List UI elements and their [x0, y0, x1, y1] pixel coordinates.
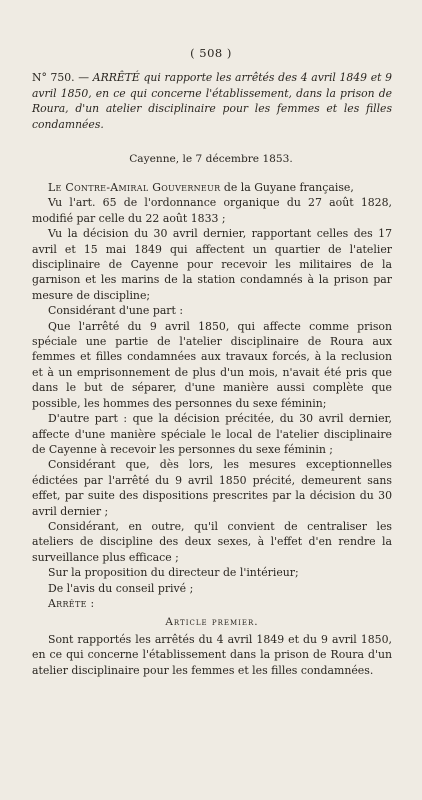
- dateline: Cayenne, le 7 décembre 1853.: [129, 153, 293, 165]
- decree-number: N° 750. —: [32, 71, 93, 84]
- paragraph-considerant-2: Considérant que, dès lors, les mesures exceptionnelles édictées par l'arrêté du 9 avril 1850 précité, demeurent sans effet, par suite des dispositions prescrites par la décision du 30 avril dernier ;: [32, 458, 392, 518]
- paragraph-preamble: [32, 180, 392, 195]
- paragraph-considerant-3: Considérant, en outre, qu'il convient de centraliser les ateliers de discipline des deux sexes, à l'effet d'en rendre la surveillance plus efficace ;: [32, 519, 392, 564]
- paragraph-article-1: Sont rapportés les arrêtés du 4 avril 1849 et du 9 avril 1850, en ce qui concerne l'établissement dans la prison de Roura d'un atelier disciplinaire pour les femmes et les filles condamnées.: [32, 632, 392, 677]
- article-title: Article premier.: [165, 616, 259, 629]
- paragraph-vu-decision: Vu la décision du 30 avril dernier, rapportant celles des 17 avril et 15 mai 1849 qui affectent un quartier de l'atelier disciplinaire de Cayenne pour recevoir les militaires de la garnison et les marins de la station condamnés à la prison par mesure de discipline;: [32, 227, 392, 302]
- paragraph-arrete: Arrête :: [48, 596, 95, 610]
- page-number: ( 508 ): [190, 46, 232, 60]
- paragraph-vu-ordonnance: Vu l'art. 65 de l'ordonnance organique du 27 août 1828, modifié par celle du 22 août 1833 ;: [32, 196, 392, 225]
- paragraph-proposition: Sur la proposition du directeur de l'intérieur;: [48, 566, 299, 580]
- decree-body: [32, 180, 392, 678]
- governor-title-rest: de la Guyane française,: [220, 181, 354, 194]
- paragraph-avis: De l'avis du conseil privé ;: [48, 581, 194, 595]
- paragraph-que-arrete: Que l'arrêté du 9 avril 1850, qui affecte comme prison spéciale une partie de l'atelier disciplinaire de Roura aux femmes et filles condamnées aux travaux forcés, à la reclusion et à un emprisonnement de plus d'un mois, n'avait été pris que dans le but de séparer, d'une manière aussi complète que possible, les hommes des personnes du sexe féminin;: [32, 319, 392, 410]
- paragraph-considerant-1: Considérant d'une part :: [48, 304, 184, 318]
- decree-title: ARRÊTÉ qui rapporte les arrêtés des 4 avril 1849 et 9 avril 1850, en ce qui concerne l'établissement, dans la prison de Roura, d'un atelier disciplinaire pour les femmes et les filles condamnées.: [32, 71, 392, 131]
- governor-title: Le Contre-Amiral Gouverneur: [48, 181, 221, 194]
- decree-heading: [32, 70, 392, 132]
- paragraph-autre-part: D'autre part : que la décision précitée, du 30 avril dernier, affecte d'une manière spéciale le local de l'atelier disciplinaire de Cayenne à recevoir les personnes du sexe féminin ;: [32, 412, 392, 456]
